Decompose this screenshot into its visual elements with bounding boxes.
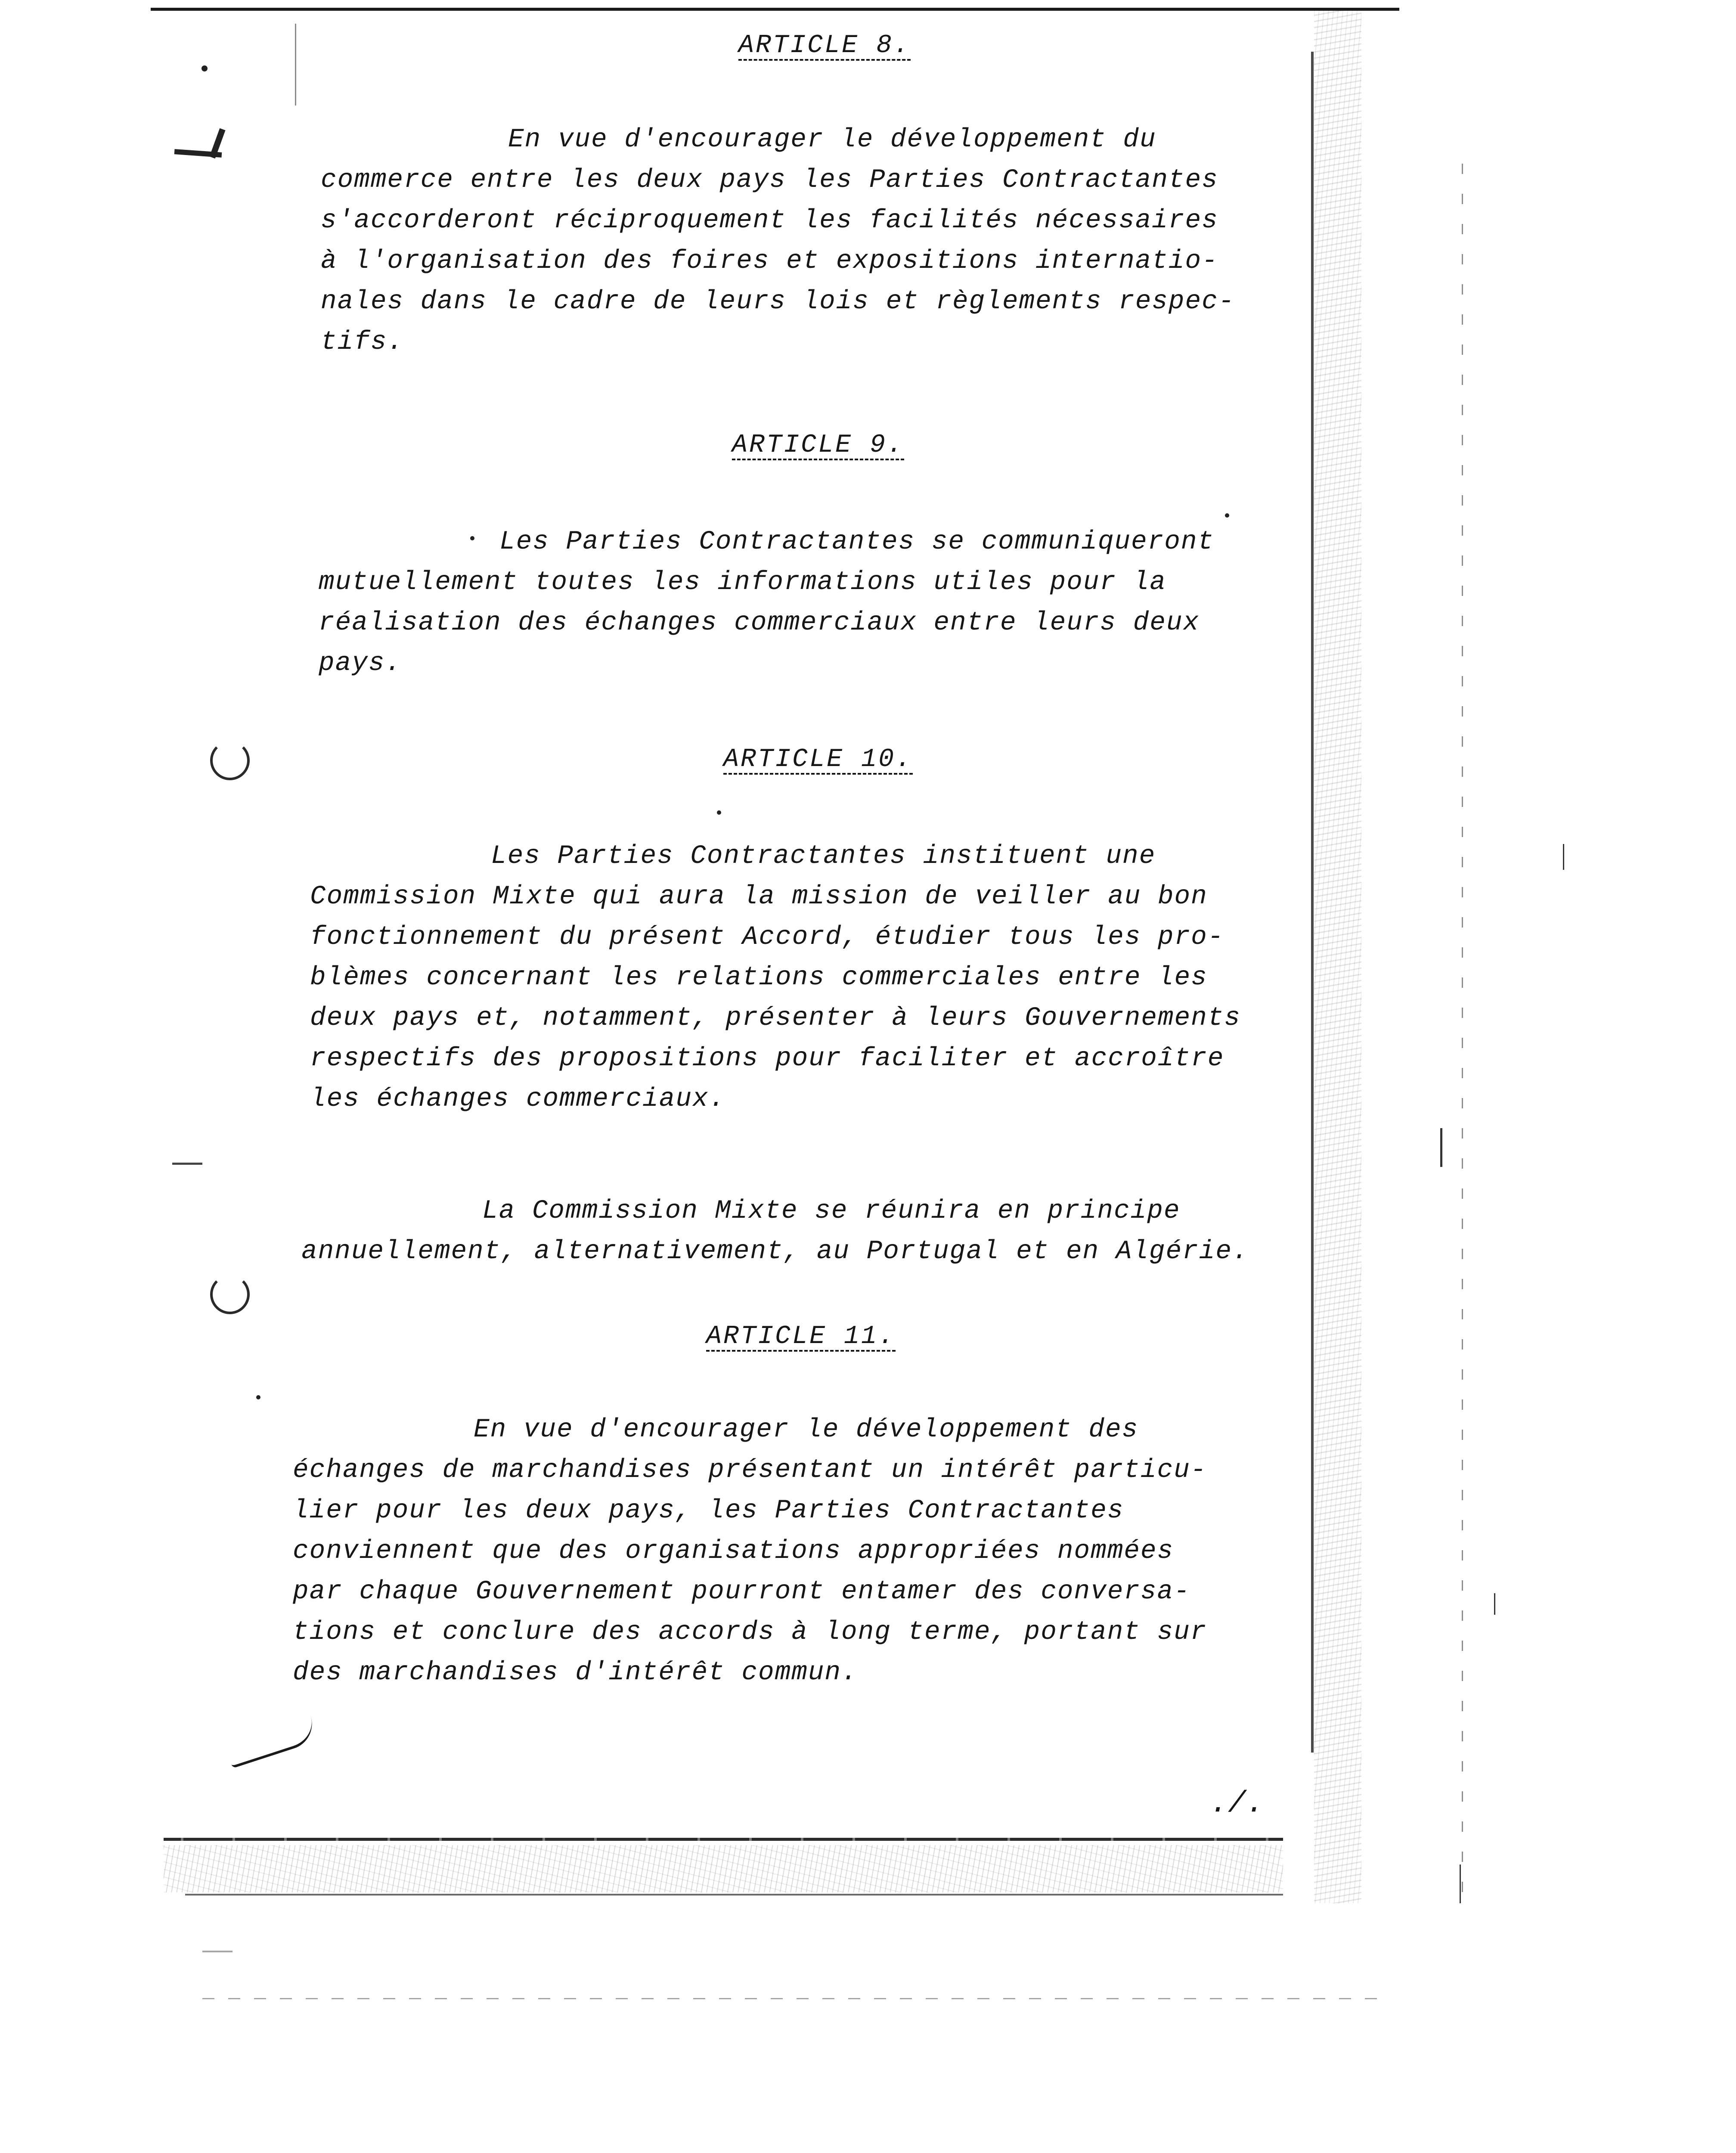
- article-11-line: lier pour les deux pays, les Parties Contractantes: [293, 1496, 1124, 1526]
- scan-faint-mark: [202, 1951, 232, 1952]
- scan-right-edge-noise: [1314, 9, 1361, 1903]
- margin-dash: [172, 1163, 202, 1165]
- article-10-line: Les Parties Contractantes instituent une: [491, 841, 1156, 871]
- article-11-line: des marchandises d'intérêt commun.: [293, 1658, 858, 1688]
- article-9-line: pays.: [319, 648, 402, 678]
- scan-speck: [256, 1395, 260, 1399]
- punch-hole: [210, 741, 250, 780]
- scan-tick: [1563, 844, 1564, 870]
- article-8-line: à l'organisation des foires et expositions internatio-: [321, 246, 1218, 276]
- article-10-line: les échanges commerciaux.: [310, 1084, 726, 1114]
- article-8-line: En vue d'encourager le développement du: [508, 125, 1156, 155]
- scan-speck: [717, 810, 721, 815]
- article-11-line: conviennent que des organisations appropriées nommées: [293, 1536, 1174, 1566]
- article-10-line: fonctionnement du présent Accord, étudier tous les pro-: [310, 922, 1224, 952]
- article-8-line: nales dans le cadre de leurs lois et règlements respec-: [321, 287, 1235, 316]
- article-10-line: La Commission Mixte se réunira en principe: [482, 1196, 1181, 1226]
- margin-dot: [202, 65, 208, 71]
- page-continuation-mark: ./.: [1210, 1787, 1265, 1821]
- article-8-line: s'accorderont réciproquement les facilités nécessaires: [321, 206, 1218, 236]
- article-11-line: échanges de marchandises présentant un intérêt particu-: [293, 1455, 1207, 1485]
- article-11-line: par chaque Gouvernement pourront entamer des conversa-: [293, 1577, 1190, 1607]
- scan-bottom-noise: [164, 1845, 1283, 1892]
- punch-hole: [210, 1275, 250, 1314]
- scan-tick: [1440, 1128, 1442, 1167]
- article-9-line: réalisation des échanges commerciaux entre leurs deux: [319, 608, 1200, 638]
- article-10-line: blèmes concernant les relations commerciales entre les: [310, 963, 1208, 993]
- scan-right-edge-light: [1462, 164, 1463, 1895]
- article-11-heading: ARTICLE 11.: [706, 1322, 896, 1351]
- scan-left-stub: [295, 24, 296, 105]
- article-11-line: En vue d'encourager le développement des: [474, 1415, 1139, 1445]
- scan-speck: [470, 536, 474, 540]
- article-11-line: tions et conclure des accords à long terme, portant sur: [293, 1617, 1207, 1647]
- article-9-line: mutuellement toutes les informations utiles pour la: [319, 568, 1166, 597]
- scan-right-edge: [1311, 52, 1314, 1753]
- article-8-line: commerce entre les deux pays les Parties Contractantes: [321, 165, 1218, 195]
- article-9-line: Les Parties Contractantes se communiqueront: [499, 527, 1215, 557]
- article-10-line: Commission Mixte qui aura la mission de veiller au bon: [310, 882, 1208, 912]
- scan-bottom-rule-lower: [185, 1894, 1283, 1896]
- scan-speck: [1225, 513, 1229, 518]
- article-9-heading: ARTICLE 9.: [732, 431, 905, 460]
- article-10-heading: ARTICLE 10.: [723, 745, 913, 774]
- scan-top-rule: [151, 8, 1399, 11]
- article-10-line: annuellement, alternativement, au Portugal et en Algérie.: [301, 1237, 1249, 1266]
- article-8-line: tifs.: [321, 327, 404, 357]
- article-8-heading: ARTICLE 8.: [738, 31, 911, 60]
- article-10-line: respectifs des propositions pour faciliter et accroître: [310, 1044, 1224, 1073]
- handwritten-initial-mark: [224, 1713, 319, 1768]
- scan-tick: [1494, 1593, 1495, 1615]
- scan-bottom-rule: [164, 1838, 1283, 1841]
- scan-faint-line: [202, 1998, 1386, 1999]
- scan-tick: [1460, 1864, 1461, 1903]
- article-10-line: deux pays et, notamment, présenter à leurs Gouvernements: [310, 1003, 1241, 1033]
